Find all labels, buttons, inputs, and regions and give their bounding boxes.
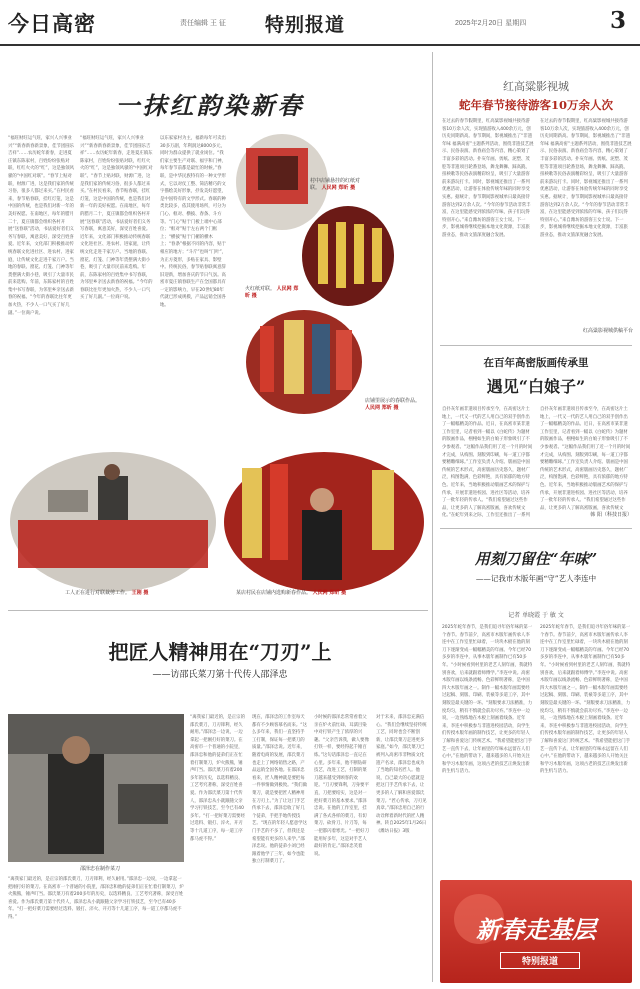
- main-headline: 一抹红韵染新春: [115, 91, 305, 120]
- article1-col1b: “福旺财旺运气旺，家兴人兴事业兴”“新春新春新景象，佳节团圆乐吉祥”……农历蛇年新春，走进夏庄镇东陈家村，百姓纷纷张贴对联，红红火火的“红”，这是独领风骚的“中国红对联”。“春节上贴对联，财源广进，这是我们家的传统习俗，很多人都过来买。”在村民看来，春节贴春联，挂红灯笼，这是中国的传统，也是我们对新一年的美好祝愿。在南地区，每年的腊月二十，夏庄镇都会组织各村开展“送春联”活动，书法爱好者们义务写春联，寓意美好，深受百姓喜爱。近年来，文化部门积极推动传统春联文化进社区、进农村、进家庭，让传统文化走进千家万户。当地的春联、窗花、灯笼、门神等年货摆满大街小巷，吸引了大量市民前来选购。年前，东陈家村的百姓集中书写春联，为邻里乡亲送去新春的祝福。“今年的春联比往年更加火热，不少人一口气买了好几副。”一位商户说。: [80, 136, 153, 301]
- masthead: [0, 0, 640, 46]
- right-mid-body-b: 自扑灰年画非遗项目传承至今，在高密这片土地上，一代又一代的艺人用自己的双手创作出了一幅幅精美的作品。近日，在高密市某非遗工作室里，记者看到一幅以《白蛇传》为题材的版画作品，栩栩如生的白娘子形象吸引了不少参观者。“这幅作品我们用了近一个月的时间才完成，从构图、刻版到印刷，每一道工序都要精雕细琢。”工作室负责人介绍。版画是中国传统的艺术形式，高密版画历史悠久，题材广泛，构图饱满，色彩鲜艳，具有浓郁的地方特色。近年来，当地积极推动版画艺术的保护与传承，开展非遗进校园、进社区等活动，培养了一批年轻的传承人。“我们希望通过这些作品，让更多的人了解高密版画，喜欢传统文: [540, 407, 631, 511]
- right-mid-kicker: 在百年高密版画传承里: [483, 357, 589, 369]
- article-separator: [8, 610, 428, 611]
- caption-5: 某店村民在店铺内选购新春作品。 人民网 郑昕 摄: [236, 590, 347, 596]
- right-separator-1: [440, 345, 632, 346]
- article2-col0: “离我家门最近的，是正宗的邵氏菜刀，刀刃锋利，经久耐用。”邵泽忠一边说，一边拿起一把刚打好的菜刀。在高密市一个普通的小院里，邵泽忠和他的徒弟们正在忙着打制菜刀，炉火熊熊，锤声叮当。邵氏菜刀有着200多年的历史，以选料精良、工艺考究著称，深受百姓喜爱。作为邵氏菜刀第十代传人，邵泽忠从小就跟随父亲学习打铁技艺，至今已有40多年。“打一把好菜刀需要经过选料、锻打、淬火、开刃等十几道工序，每一道工序都马虎不得。”: [8, 877, 184, 920]
- right-mid-body-a: 自扑灰年画非遗项目传承至今，在高密这片土地上，一代又一代的艺人用自己的双手创作出了一幅幅精美的作品。近日，在高密市某非遗工作室里，记者看到一幅以《白蛇传》为题材的版画作品，栩栩如生的白娘子形象吸引了不少参观者。“这幅作品我们用了近一个月的时间才完成，从构图、刻版到印刷，每一道工序都要精雕细琢。”工作室负责人介绍。版画是中国传统的艺术形式，高密版画历史悠久，题材广泛，构图饱满，色彩鲜艳，具有浓郁的地方特色。近年来，当地积极推动版画艺术的保护与传承，开展非遗进校园、进社区等活动，培养了一批年轻的传承人。“我们希望通过这些作品，让更多的人了解高密版画，喜欢传统文化。”在蛇年到来之际，工作室还推出了一系列: [442, 407, 533, 518]
- right-top-headline: 蛇年春节接待游客10万余人次: [458, 98, 613, 112]
- right-top-credit: 红高粱影视城供稿平台: [582, 328, 633, 334]
- right-mid-credit: 韩 阳（科技日报）: [590, 512, 632, 518]
- right-mid-headline: 遇见“白娘子”: [486, 377, 586, 396]
- article1-col2: 以东家家村为主，福新每年可卖出30多万副，年利润达8000多元，同时为群众提供了就业岗位。“我们家主要生产对联、福字和门神，每年春节前都是最忙的时候。”春联，是中华民族特有的一种文学形式，它以对仗工整、简洁精巧的文字描绘美好形象，抒发美好愿望，是中国特有的文学形式。春联的种类比较多，依其使用场所，可分为门心、框对、横披、春条、斗方等。“门心”贴于门板上端中心部位；“框对”贴于左右两个门框上；“横披”贴于门楣的横木上；“春条”根据不同的内容，贴于相应的地方；“斗斤”也叫“门叶”，为正方菱形，多贴在家具、影壁中。传统民俗，春节贴春联寓意辞旧迎新，增加喜庆的节日气氛。高密市夏庄镇春联生产在全国都具有一定的影响力，早在20世纪80年代就已形成规模，产品远销全国各地。: [160, 136, 227, 309]
- caption-2: 火红纸对联。 人民网 郑昕 摄: [245, 286, 299, 299]
- right-top-body-a: 在过去的春节假期里，红高粱影视城共接待游客10万余人次，实现旅游收入400余万元，创历史同期新高。春节期间，影视城推出了“非遗年味 福满高密”主题系列活动，围绕非遗技艺展示、民俗表演、新春庙会等内容，精心策划了丰富多彩的活动。扑灰年画、剪纸、泥塑、茂腔等非遗项目轮番登场，舞龙舞狮、踩高跷、扭秧歌等民俗表演精彩纷呈，吸引了大量游客前来游玩打卡。同时，影视城还推出了一系列优惠活动，让游客在体验传统年味的同时享受实惠。据统计，春节期间影视城单日最高接待游客达到2万余人次。“今年的春节活动非常丰富，在这里能感受到浓浓的年味，孩子们玩得特别开心。”来自潍坊的游客王女士说。下一步，影视城将继续挖掘本地文化资源，丰富旅游业态，推动文旅深度融合发展。: [442, 119, 534, 238]
- right-bot-headline: 用刻刀留住“年味”: [474, 550, 598, 568]
- issue-date: 2025年2月20日 星期四: [455, 20, 527, 27]
- article2-col4: 对于未来，邵泽忠充满信心。“我们会继续坚持传统工艺，同时也会不断创新，让邵氏菜刀走进更多家庭。”如今，邵氏菜刀已被列入高密市非物质文化遗产名录，邵泽忠也成为了当地的知名匠人。他说，自己最大的心愿就是把这门手艺传承下去，让更多的人了解和喜爱邵氏菜刀。“匠心传承，刀刃见真章。”邵泽忠用自己的行动诠释着新时代的匠人精神。转自2025年1月26日《潍坊日报》3版: [376, 715, 427, 834]
- photo-workers: [8, 450, 218, 600]
- newspaper-logo: 今日高密: [8, 11, 96, 36]
- caption-1: 村中店铺悬挂的红纸对联。 人民网 郑昕 摄: [310, 178, 361, 191]
- caption-4: 工人正在进行对联裁剪工作。 王刚 摄: [65, 590, 149, 596]
- right-bot-body-b: 2025年蛇年春节，是我们追寻年俗年味的第一个春节。春节前夕，高密市木版年画传承人李连中在工作室里忙碌着，一块块木板在他的刻刀下逐渐变成一幅幅精美的年画。今年已经70多岁的李连中，从事木版年画制作已有50多年。“小时候看到村里的老艺人刻年画，我就特别喜欢，后来就跟着师傅学。”李连中说。高密木版年画以线条流畅、色彩鲜明著称，是中国四大木版年画之一。制作一幅木版年画需要经过起稿、刻版、印刷、装裱等多道工序，其中刻版是最关键的一环。“刻版要求刀法精准，力度均匀，稍有不慎就会前功尽弃。”李连中一边说，一边熟练地在木板上刻画着线条。近年来，李连中积极参与非遗进校园活动，向学生们传授木版年画的制作技艺，让更多的年轻人了解和喜爱这门传统艺术。“我希望能把这门手艺一直传下去，让年画里的年味永远留在人们心中。”在他的带动下，越来越多的人开始关注和学习木版年画，这项古老的技艺正焕发出新的生机与活力。: [540, 625, 631, 775]
- right-bot-body-a: 2025年蛇年春节，是我们追寻年俗年味的第一个春节。春节前夕，高密市木版年画传承人李连中在工作室里忙碌着，一块块木板在他的刻刀下逐渐变成一幅幅精美的年画。今年已经70多岁的李连中，从事木版年画制作已有50多年。“小时候看到村里的老艺人刻年画，我就特别喜欢，后来就跟着师傅学。”李连中说。高密木版年画以线条流畅、色彩鲜明著称，是中国四大木版年画之一。制作一幅木版年画需要经过起稿、刻版、印刷、装裱等多道工序，其中刻版是最关键的一环。“刻版要求刀法精准，力度均匀，稍有不慎就会前功尽弃。”李连中一边说，一边熟练地在木板上刻画着线条。近年来，李连中积极参与非遗进校园活动，向学生们传授木版年画的制作技艺，让更多的年轻人了解和喜爱这门传统艺术。“我希望能把这门手艺一直传下去，让年画里的年味永远留在人们心中。”在他的带动下，越来越多的人开始关注和学习木版年画，这项古老的技艺正焕发出新的生机与活力。: [442, 625, 533, 775]
- article2-col1: “离我家门最近的，是正宗的邵氏菜刀，刀刃锋利，经久耐用。”邵泽忠一边说，一边拿起一把刚打好的菜刀。在高密市一个普通的小院里，邵泽忠和他的徒弟们正在忙着打制菜刀，炉火熊熊，锤声叮当。邵氏菜刀有着200多年的历史，以选料精良、工艺考究著称，深受百姓喜爱。作为邵氏菜刀第十代传人，邵泽忠从小就跟随父亲学习打铁技艺，至今已有40多年。“打一把好菜刀需要经过选料、锻打、淬火、开刃等十几道工序，每一道工序都马虎不得。”: [190, 715, 245, 842]
- banner-title: 新春走基层: [476, 915, 596, 944]
- right-bot-byline: 记者 单晓霞 于 敏 文: [508, 612, 564, 619]
- right-bot-subhead: ——记我市木版年画“守”艺人李连中: [475, 574, 597, 583]
- article2-headline: 把匠人精神用在“刀刃”上: [108, 640, 332, 664]
- article2-col3: 小时候的邵泽忠常常看着父亲在炉火前忙碌，耳濡目染中对打铁产生了浓厚的兴趣。“父亲告诉我，做人要像打铁一样，要经得起千锤百炼。”这句话邵泽忠一直记在心里。多年来，他不断钻研技艺，改进工艺，打制的菜刀越来越受到顾客的欢迎。“刀刃要锋利，刀身要平直，刀把要结实，这是对一把好菜刀的基本要求。”邵泽忠说。在他的工作室里，挂满了各式各样的菜刀，有切菜刀、砍骨刀、片刀等，每一把都闪着寒光。“一把好刀能用好多年，这是对手艺人最好的肯定。”邵泽忠笑着说。: [314, 715, 369, 857]
- article2-subhead: ——访邵氏菜刀第十代传人邵泽忠: [152, 670, 288, 680]
- caption-3: 店铺里展示的春联作品。 人民网 郑昕 摄: [365, 398, 421, 411]
- column-divider: [432, 52, 433, 982]
- right-separator-2: [440, 528, 632, 529]
- page-number: 3: [610, 7, 627, 34]
- banner-subtitle: 特别报道: [500, 952, 580, 969]
- photo-craftsman: [8, 714, 184, 862]
- article2-photo-caption: 邵泽忠在制作菜刀: [80, 866, 121, 872]
- right-top-body-b: 在过去的春节假期里，红高粱影视城共接待游客10万余人次，实现旅游收入400余万元，创历史同期新高。春节期间，影视城推出了“非遗年味 福满高密”主题系列活动，围绕非遗技艺展示、民俗表演、新春庙会等内容，精心策划了丰富多彩的活动。扑灰年画、剪纸、泥塑、茂腔等非遗项目轮番登场，舞龙舞狮、踩高跷、扭秧歌等民俗表演精彩纷呈，吸引了大量游客前来游玩打卡。同时，影视城还推出了一系列优惠活动，让游客在体验传统年味的同时享受实惠。据统计，春节期间影视城单日最高接待游客达到2万余人次。“今年的春节活动非常丰富，在这里能感受到浓浓的年味，孩子们玩得特别开心。”来自潍坊的游客王女士说。下一步，影视城将继续挖掘本地文化资源，丰富旅游业态，推动文旅深度融合发展。: [540, 119, 632, 238]
- article2-col2: 现在，邵泽忠的工作室每天都有不少顾客慕名而来。“这么多年来，我们一直坚持手工打制，保证每一把菜刀的质量。”邵泽忠说。近年来，随着电商的发展，邵氏菜刀也走上了网络销售之路，产品远销全国各地。在邵泽忠看来，匠人精神就是要把每一件事情做到极致。“我们做菜刀，就是要把匠人精神用在刀刃上。”为了让这门手艺传承下去，邵泽忠收了好几个徒弟，手把手地传授技艺。“现在的年轻人愿意学这门手艺的不多了，但我还是希望能有更多的人来学。”邵泽忠说。他的徒弟小刘已经跟着他学了三年，如今也能独立打制菜刀了。: [252, 715, 307, 865]
- right-top-kicker: 红高粱影视城: [503, 80, 569, 93]
- article1-col1: “福旺财旺运气旺，家兴人兴事业兴”“新春新春新景象，佳节团圆乐吉祥”……农历蛇年新春，走进夏庄镇东陈家村，百姓纷纷张贴对联，红红火火的“红”，这是独领风骚的“中国红对联”。“春节上贴对联，财源广进，这是我们家的传统习俗，很多人都过来买。”在村民看来，春节贴春联，挂红灯笼，这是中国的传统，也是我们对新一年的美好祝愿。在南地区，每年的腊月二十，夏庄镇都会组织各村开展“送春联”活动，书法爱好者们义务写春联，寓意美好，深受百姓喜爱。近年来，文化部门积极推动传统春联文化进社区、进农村、进家庭，让传统文化走进千家万户。当地的春联、窗花、灯笼、门神等年货摆满大街小巷，吸引了大量市民前来选购。年前，东陈家村的百姓集中书写春联，为邻里乡亲送去新春的祝福。“今年的春联比往年更加火热，不少人一口气买了好几副。”一位商户说。: [8, 136, 75, 316]
- editor-credit: 责任编辑 王 征: [180, 20, 226, 27]
- section-title: 特别报道: [265, 14, 346, 36]
- photo-villager: [222, 450, 427, 600]
- new-year-banner: [440, 880, 632, 983]
